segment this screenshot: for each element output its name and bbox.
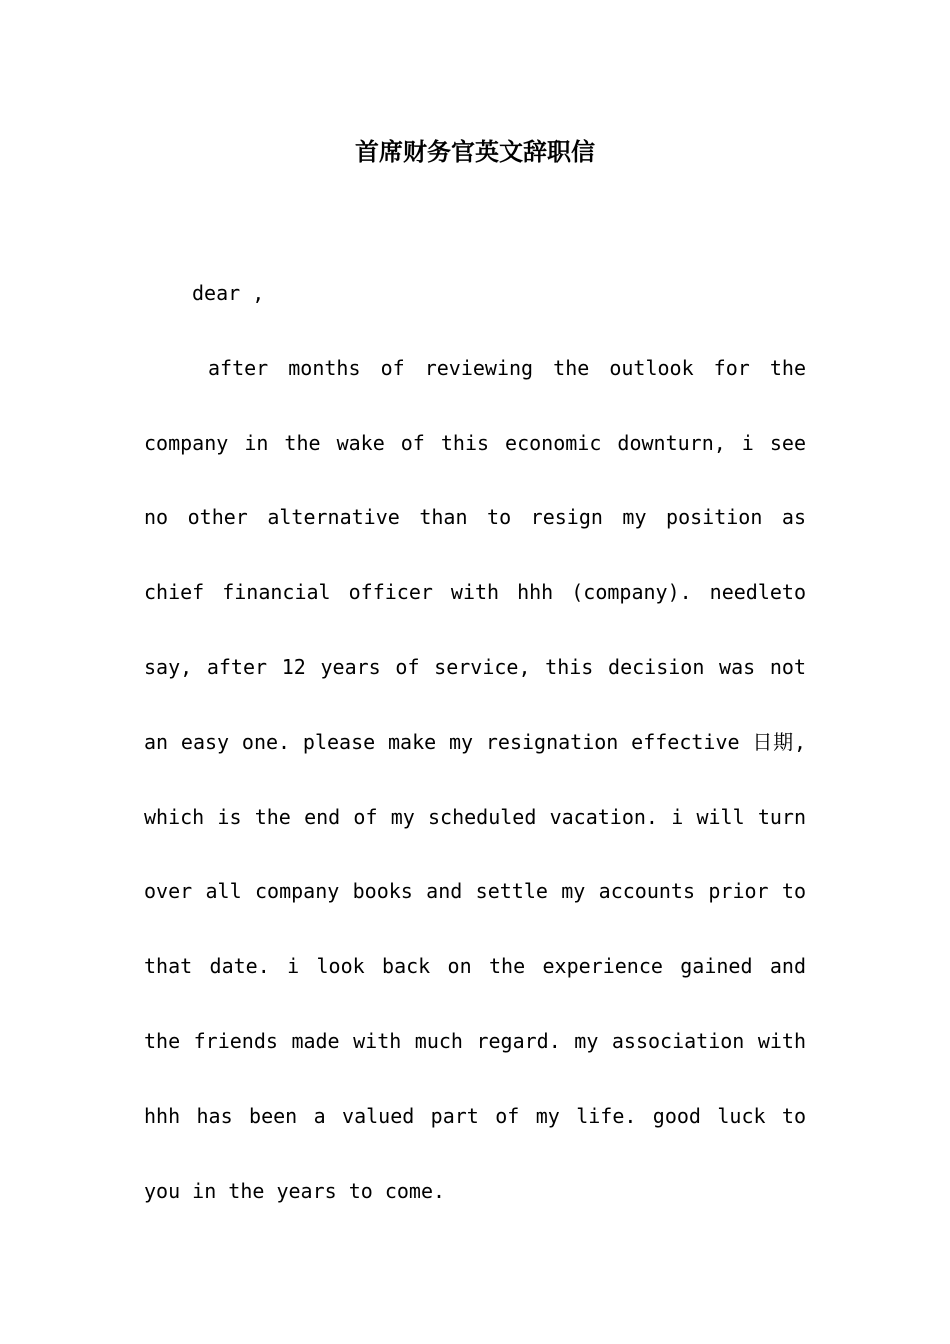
letter-body: [144, 256, 806, 1228]
salutation: dear ,: [192, 281, 265, 305]
page-title: 首席财务官英文辞职信: [355, 137, 595, 166]
letter-paragraph: after months of reviewing the outlook for the company in the wake of this economic downturn, i see no other alternative than to resign my position as chief financial officer with hhh (company). needleto say, after 12 years of service, this decision was not an easy one. please make my resignation effective 日期, which is the end of my scheduled vacation. i will turn over all company books and settle my accounts prior to that date. i look back on the experience gained and the friends made with much regard. my association with hhh has been a valued part of my life. good luck to you in the years to come.: [144, 355, 806, 1203]
